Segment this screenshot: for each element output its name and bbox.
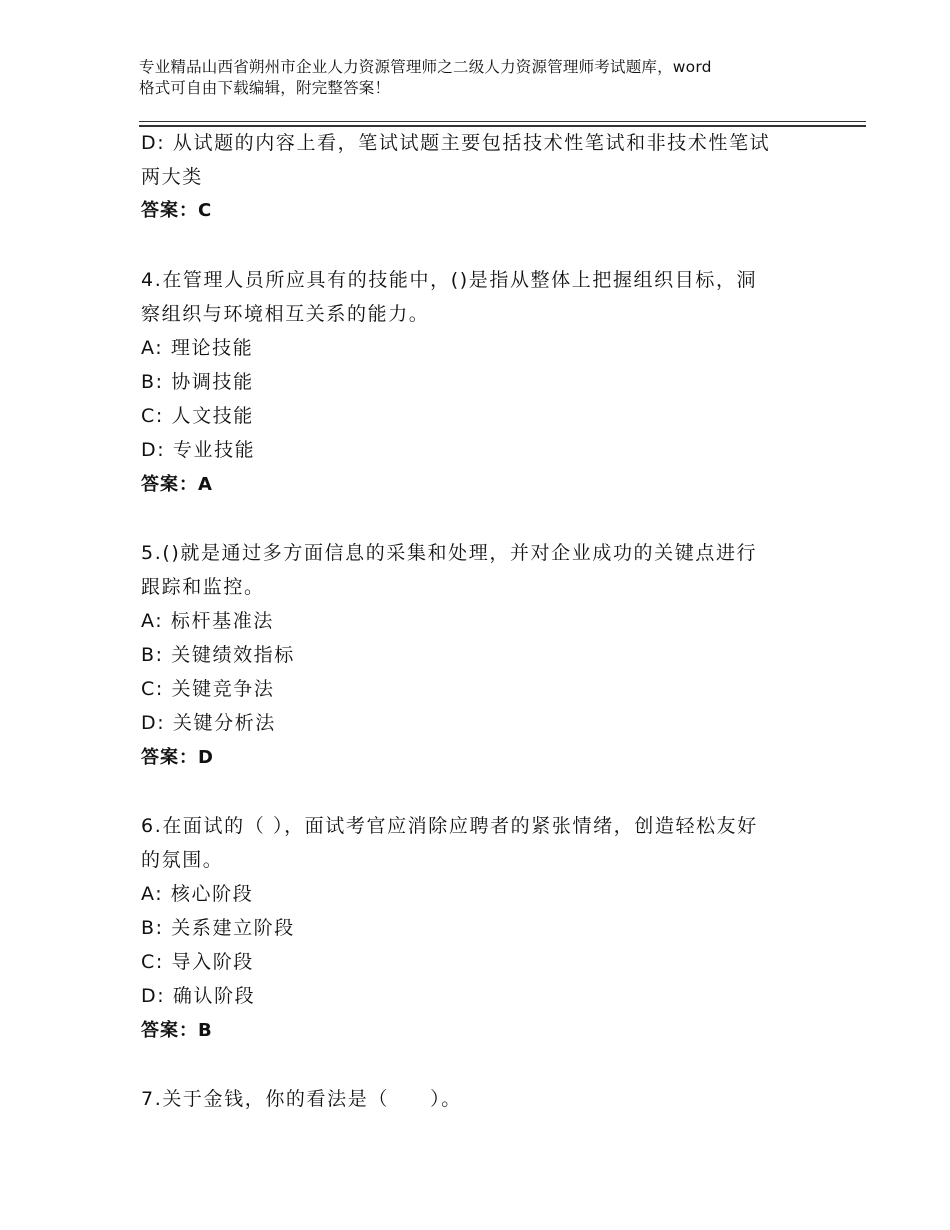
header-rule-thin xyxy=(139,121,866,122)
q5-option-d: D: 关键分析法 xyxy=(141,712,276,734)
q6-option-a: A: 核心阶段 xyxy=(141,883,254,905)
header-rule-thick xyxy=(139,125,866,127)
q6-stem-line-2: 的氛围。 xyxy=(141,849,224,871)
q5-answer: 答案：D xyxy=(141,747,214,768)
q4-option-a: A: 理论技能 xyxy=(141,337,254,359)
q4-stem-line-2: 察组织与环境相互关系的能力。 xyxy=(141,303,430,325)
document-header xyxy=(139,57,829,99)
header-title-line-2: 格式可自由下载编辑，附完整答案！ xyxy=(139,79,391,97)
q4-option-c: C: 人文技能 xyxy=(141,405,254,427)
q6-option-b: B: 关系建立阶段 xyxy=(141,917,295,939)
prev-option-d-line-1: D: 从试题的内容上看，笔试试题主要包括技术性笔试和非技术性笔试 xyxy=(141,132,771,154)
q5-option-b: B: 关键绩效指标 xyxy=(141,644,295,666)
q6-option-c: C: 导入阶段 xyxy=(141,951,254,973)
q4-option-d: D: 专业技能 xyxy=(141,439,256,461)
q5-option-c: C: 关键竞争法 xyxy=(141,678,275,700)
q7-stem-line-1: 7.关于金钱，你的看法是（ ）。 xyxy=(141,1088,462,1110)
q6-stem-line-1: 6.在面试的（ ），面试考官应消除应聘者的紧张情绪，创造轻松友好 xyxy=(141,815,758,837)
q6-option-d: D: 确认阶段 xyxy=(141,985,256,1007)
q4-answer: 答案：A xyxy=(141,474,213,495)
header-title-line-1: 专业精品山西省朔州市企业人力资源管理师之二级人力资源管理师考试题库，word xyxy=(139,58,712,76)
q5-option-a: A: 标杆基准法 xyxy=(141,610,274,632)
prev-option-d-line-2: 两大类 xyxy=(141,166,203,188)
q6-answer: 答案：B xyxy=(141,1020,213,1041)
prev-answer: 答案：C xyxy=(141,200,213,221)
q5-stem-line-2: 跟踪和监控。 xyxy=(141,576,265,598)
q5-stem-line-1: 5.()就是通过多方面信息的采集和处理，并对企业成功的关键点进行 xyxy=(141,542,758,564)
q4-stem-line-1: 4.在管理人员所应具有的技能中，()是指从整体上把握组织目标，洞 xyxy=(141,269,758,291)
q4-option-b: B: 协调技能 xyxy=(141,371,254,393)
